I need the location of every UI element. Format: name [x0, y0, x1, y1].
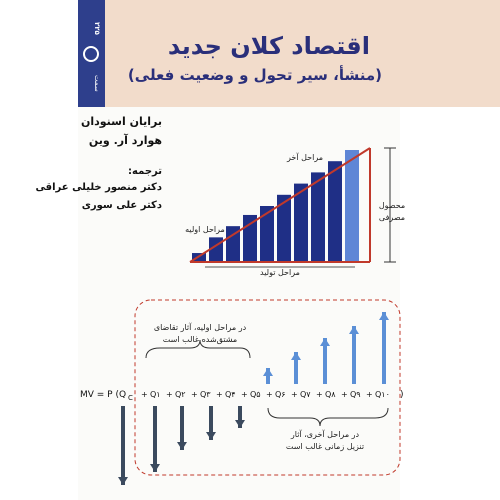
translator-2: دکتر علی سوری — [81, 200, 162, 211]
arrow-head — [379, 312, 389, 320]
equation-plus: + — [216, 390, 223, 399]
equation-term: Q۸ — [325, 390, 336, 399]
label-early-stages: مراحل اولیه — [185, 225, 225, 234]
equation-term: Q۴ — [225, 390, 236, 399]
arrow-head — [206, 432, 216, 440]
equation-close: ) — [400, 390, 404, 400]
publisher-code: ۲۲۵ — [93, 21, 101, 35]
arrow-head — [320, 338, 330, 346]
author-1: برایان اسنودان — [80, 115, 162, 128]
equation-plus: + — [291, 390, 298, 399]
stage-bar — [328, 161, 342, 262]
equation-plus: + — [241, 390, 248, 399]
equation-plus: + — [266, 390, 273, 399]
stage-bar — [311, 172, 325, 262]
equation-term: Q۱۰ — [375, 390, 390, 399]
late-brace — [268, 408, 388, 426]
equation-term: Q۵ — [250, 390, 261, 399]
equation-plus: + — [166, 390, 173, 399]
note-late-2: تنزیل زمانی غالب است — [285, 442, 365, 451]
translator-1: دکتر منصور خلیلی عراقی — [35, 182, 162, 193]
book-subtitle: (منشأ، سیر تحول و وضعیت فعلی) — [127, 66, 382, 84]
label-consumption-2: مصرفی — [378, 213, 406, 222]
label-late-stages: مراحل آخر — [286, 153, 324, 162]
equation-lhs-sub: C — [128, 394, 133, 402]
stage-bar — [345, 150, 359, 262]
stage-bar — [192, 253, 206, 262]
translation-label: ترجمه: — [128, 166, 162, 177]
arrow-head — [263, 368, 273, 376]
arrow-head — [349, 326, 359, 334]
arrow-head — [118, 477, 128, 485]
equation-plus: + — [341, 390, 348, 399]
publisher-name: سمت — [93, 74, 101, 92]
arrow-head — [177, 442, 187, 450]
note-early-1: در مراحل اولیه، آثار تقاضای — [153, 323, 247, 332]
arrow-head — [291, 352, 301, 360]
equation-term: Q۷ — [300, 390, 311, 399]
equation-plus: + — [366, 390, 373, 399]
author-2: هوارد آر. وین — [88, 134, 162, 147]
equation-plus: + — [191, 390, 198, 399]
book-title: اقتصاد کلان جدید — [167, 32, 370, 60]
label-consumption-1: محصول — [378, 201, 406, 210]
label-production-stages: مراحل تولید — [260, 268, 300, 277]
arrow-head — [235, 420, 245, 428]
equation-term: Q۳ — [200, 390, 211, 399]
equation-plus: + — [316, 390, 323, 399]
equation-term: Q۹ — [350, 390, 361, 399]
equation-lhs: MV = P (Q — [80, 390, 127, 400]
note-late-1: در مراحل آخری، آثار — [290, 430, 360, 439]
equation-term: Q۲ — [175, 390, 186, 399]
equation-term: Q۶ — [275, 390, 286, 399]
equation-plus: + — [141, 390, 148, 399]
arrow-head — [150, 464, 160, 472]
equation-term: Q۱ — [150, 390, 161, 399]
note-early-2: مشتق‌شده غالب است — [162, 335, 238, 344]
